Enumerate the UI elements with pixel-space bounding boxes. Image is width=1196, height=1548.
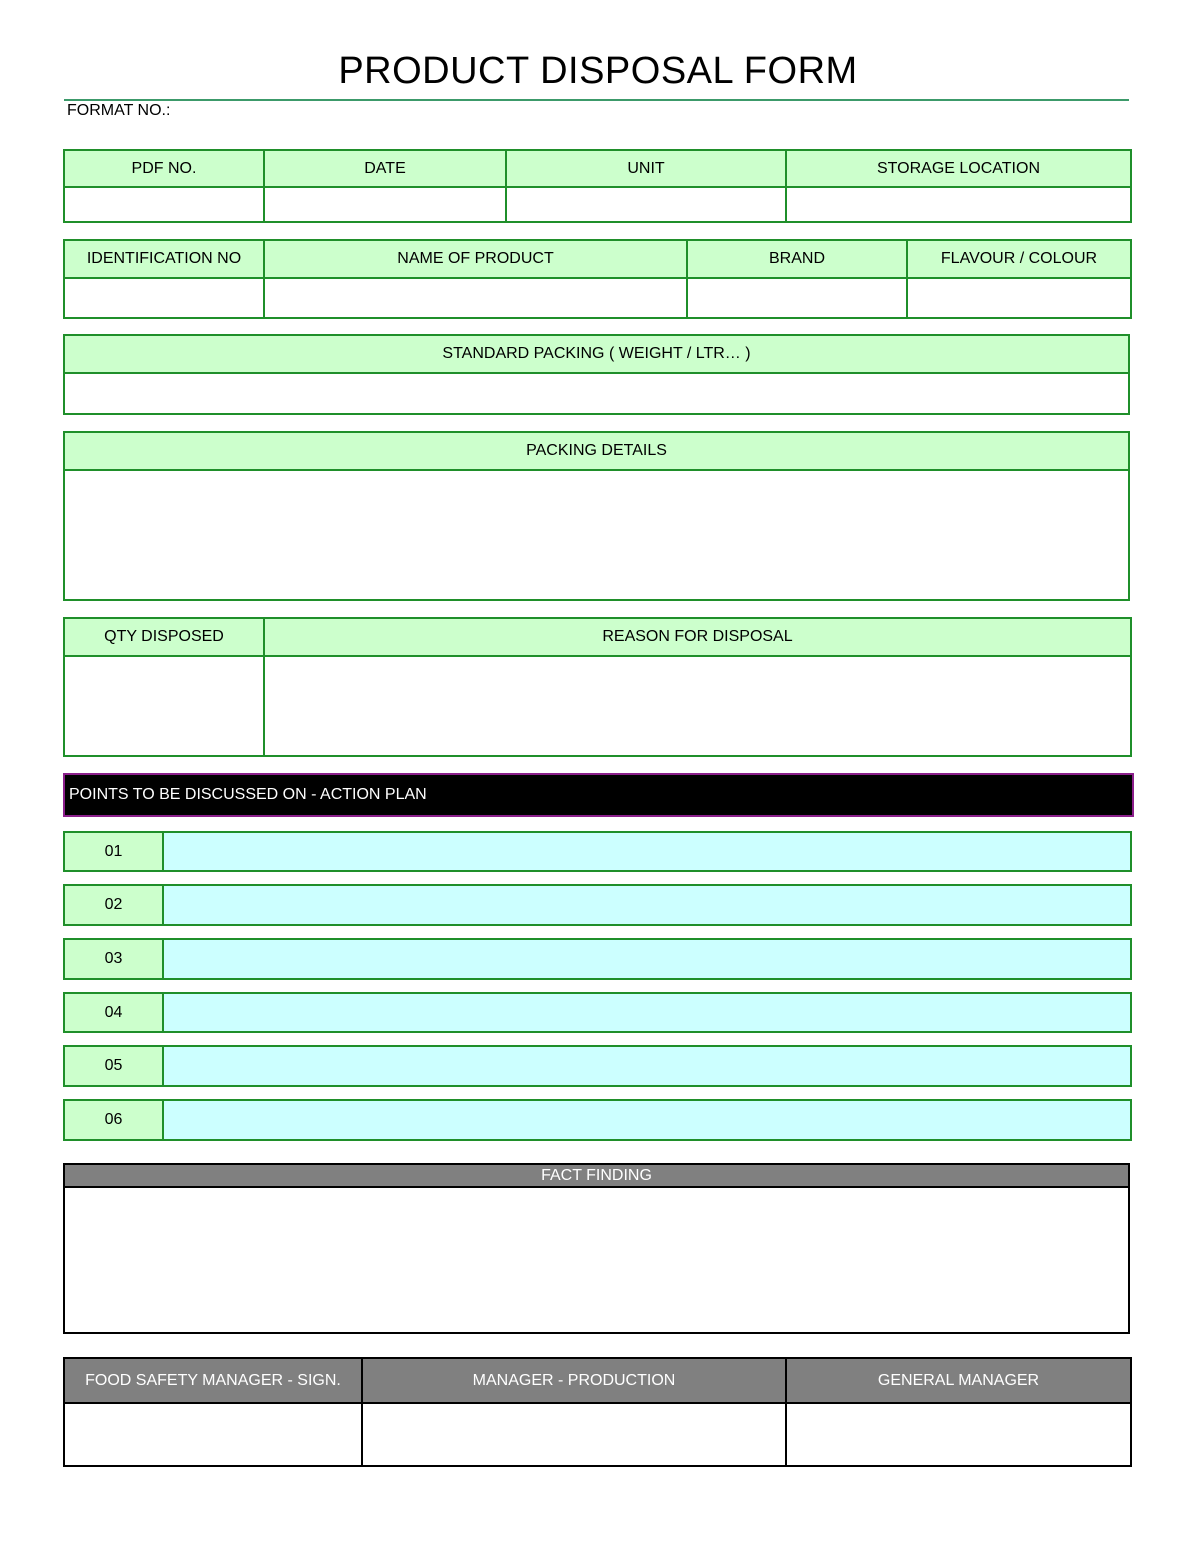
action-point-field[interactable] [163, 1100, 1131, 1140]
fact-finding-field[interactable] [64, 1187, 1129, 1333]
pdf-no-field[interactable] [64, 187, 264, 222]
action-point-row [63, 992, 1132, 1033]
action-point-field[interactable] [163, 832, 1131, 871]
name-of-product-header: NAME OF PRODUCT [264, 240, 687, 278]
identification-no-header: IDENTIFICATION NO [64, 240, 264, 278]
action-point-number: 03 [64, 939, 163, 979]
unit-field[interactable] [506, 187, 786, 222]
brand-header: BRAND [687, 240, 907, 278]
general-manager-signature[interactable] [786, 1403, 1131, 1466]
action-point-row [63, 884, 1132, 926]
action-point-row [63, 1045, 1132, 1087]
action-point-row [63, 831, 1132, 872]
reason-for-disposal-header: REASON FOR DISPOSAL [264, 618, 1131, 656]
standard-packing-field[interactable] [64, 373, 1129, 414]
action-point-field[interactable] [163, 993, 1131, 1032]
document-info-table [63, 149, 1132, 223]
action-point-row [63, 1099, 1132, 1141]
reason-for-disposal-field[interactable] [264, 656, 1131, 756]
identification-no-field[interactable] [64, 278, 264, 318]
food-safety-manager-signature[interactable] [64, 1403, 362, 1466]
action-point-number: 05 [64, 1046, 163, 1086]
date-header: DATE [264, 150, 506, 187]
packing-details-table [63, 431, 1130, 601]
action-point-row [63, 938, 1132, 980]
manager-production-header: MANAGER - PRODUCTION [362, 1358, 786, 1403]
packing-details-header: PACKING DETAILS [64, 432, 1129, 470]
standard-packing-table [63, 334, 1130, 415]
storage-location-header: STORAGE LOCATION [786, 150, 1131, 187]
action-point-number: 01 [64, 832, 163, 871]
form-title: PRODUCT DISPOSAL FORM [338, 50, 858, 92]
action-point-number: 04 [64, 993, 163, 1032]
action-point-field[interactable] [163, 939, 1131, 979]
signature-table [63, 1357, 1132, 1467]
qty-disposed-field[interactable] [64, 656, 264, 756]
storage-location-field[interactable] [786, 187, 1131, 222]
fact-finding-table [63, 1163, 1130, 1334]
standard-packing-header: STANDARD PACKING ( WEIGHT / LTR… ) [64, 335, 1129, 373]
manager-production-signature[interactable] [362, 1403, 786, 1466]
action-point-field[interactable] [163, 1046, 1131, 1086]
action-plan-title: POINTS TO BE DISCUSSED ON - ACTION PLAN [69, 786, 427, 803]
product-info-table [63, 239, 1132, 319]
flavour-colour-field[interactable] [907, 278, 1131, 318]
flavour-colour-header: FLAVOUR / COLOUR [907, 240, 1131, 278]
action-point-number: 06 [64, 1100, 163, 1140]
name-of-product-field[interactable] [264, 278, 687, 318]
food-safety-manager-header: FOOD SAFETY MANAGER - SIGN. [64, 1358, 362, 1403]
title-divider [64, 99, 1129, 101]
action-plan-banner [63, 773, 1134, 817]
fact-finding-header: FACT FINDING [64, 1164, 1129, 1187]
format-no-label: FORMAT NO.: [67, 102, 171, 119]
action-point-field[interactable] [163, 885, 1131, 925]
action-point-number: 02 [64, 885, 163, 925]
date-field[interactable] [264, 187, 506, 222]
general-manager-header: GENERAL MANAGER [786, 1358, 1131, 1403]
brand-field[interactable] [687, 278, 907, 318]
qty-disposed-header: QTY DISPOSED [64, 618, 264, 656]
packing-details-field[interactable] [64, 470, 1129, 600]
pdf-no-header: PDF NO. [64, 150, 264, 187]
unit-header: UNIT [506, 150, 786, 187]
disposal-table [63, 617, 1132, 757]
